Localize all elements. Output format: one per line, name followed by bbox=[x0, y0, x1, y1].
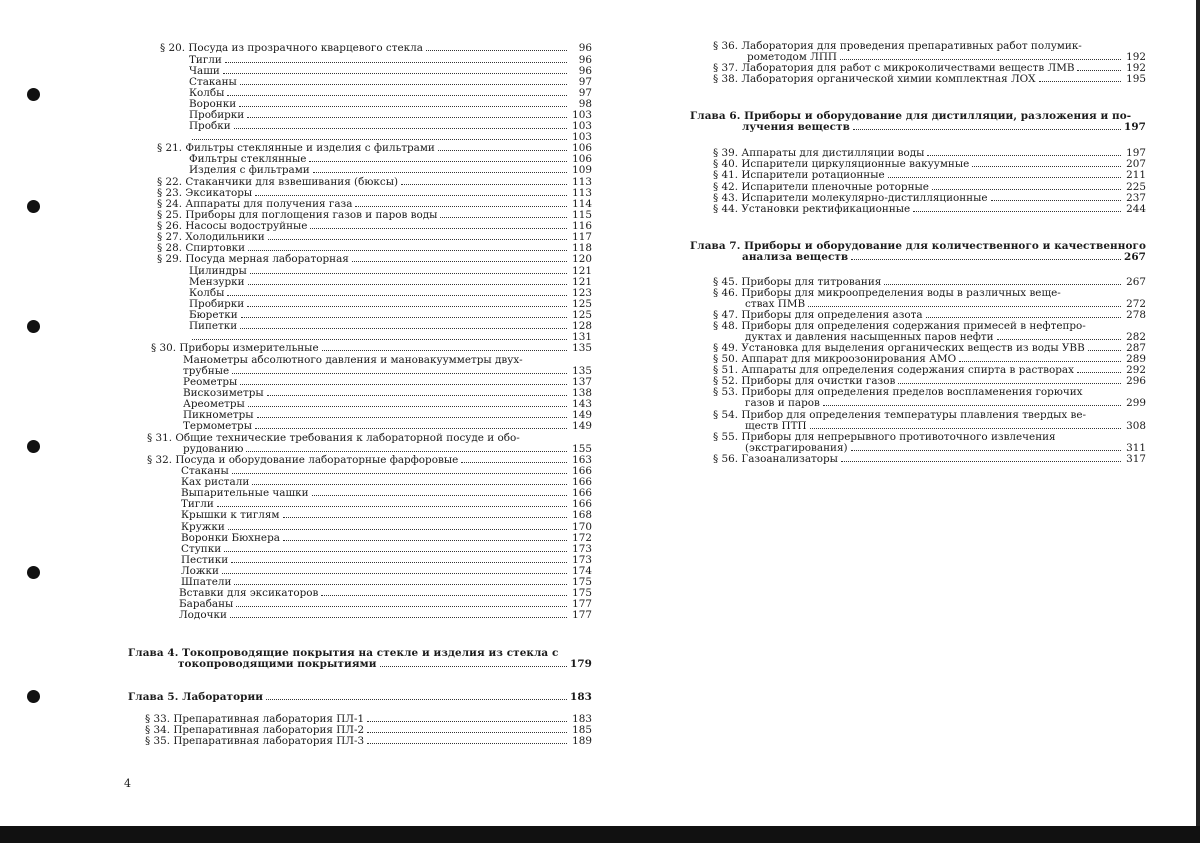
dot-leader bbox=[380, 666, 567, 667]
toc-entry-title: § 21. Фильтры стеклянные и изделия с фильтрами bbox=[157, 142, 435, 154]
dot-leader bbox=[841, 461, 1121, 462]
toc-entry-title: анализа веществ bbox=[742, 251, 849, 263]
toc-entry-title: Чаши bbox=[189, 65, 220, 77]
toc-entry-page: 125 bbox=[572, 309, 592, 321]
toc-entry-title: Кружки bbox=[181, 521, 225, 533]
dot-leader bbox=[248, 250, 567, 251]
toc-entry-title: § 50. Аппарат для микроозонирования АМО bbox=[713, 353, 957, 365]
toc-entry bbox=[179, 609, 592, 621]
toc-entry-page: 175 bbox=[572, 576, 592, 588]
dot-leader bbox=[1039, 81, 1121, 82]
toc-entry-title: Пробирки bbox=[189, 109, 245, 121]
toc-entry-title: § 48. Приборы для определения содержания примесей в нефтепро- bbox=[713, 320, 1086, 332]
toc-entry-page: 174 bbox=[572, 565, 592, 577]
toc-entry-title: § 33. Препаративная лаборатория ПЛ-1 bbox=[145, 713, 365, 725]
toc-entry-title: § 52. Приборы для очистки газов bbox=[713, 375, 896, 387]
toc-entry-page: 138 bbox=[572, 387, 592, 399]
toc-entry-page: 183 bbox=[570, 691, 592, 703]
toc-entry-title: ствах ПМВ bbox=[745, 298, 806, 310]
toc-entry-title: § 46. Приборы для микроопределения воды в различных веще- bbox=[713, 287, 1061, 299]
toc-entry bbox=[178, 658, 592, 670]
toc-entry-title: § 27. Холодильники bbox=[157, 231, 265, 243]
toc-entry-title: § 35. Препаративная лаборатория ПЛ-3 bbox=[145, 735, 365, 747]
dot-leader bbox=[228, 529, 567, 530]
toc-entry-title: Шпатели bbox=[181, 576, 232, 588]
toc-entry-page: 103 bbox=[572, 109, 592, 121]
toc-entry bbox=[183, 420, 592, 432]
toc-entry-page: 155 bbox=[572, 443, 592, 455]
dot-leader bbox=[972, 166, 1121, 167]
dot-leader bbox=[840, 59, 1121, 60]
dot-leader bbox=[224, 551, 567, 552]
toc-entry-page: 166 bbox=[572, 487, 592, 499]
dot-leader bbox=[217, 506, 567, 507]
toc-entry-title: § 34. Препаративная лаборатория ПЛ-2 bbox=[145, 724, 365, 736]
toc-entry-title: Пикнометры bbox=[183, 409, 254, 421]
toc-entry-title: (экстрагирования) bbox=[745, 442, 848, 454]
toc-entry-title: Цилиндры bbox=[189, 265, 247, 277]
dot-leader bbox=[1088, 350, 1121, 351]
toc-entry-page: 166 bbox=[572, 465, 592, 477]
toc-entry-page: 96 bbox=[578, 65, 592, 77]
toc-entry-page: 98 bbox=[578, 98, 592, 110]
toc-entry-page: 96 bbox=[578, 42, 592, 54]
scan-edge bbox=[1196, 0, 1200, 826]
toc-entry-title: Ареометры bbox=[183, 398, 245, 410]
toc-entry-page: 237 bbox=[1126, 192, 1146, 204]
dot-leader bbox=[355, 206, 567, 207]
toc-entry-title: рометодом ЛПП bbox=[747, 51, 837, 63]
toc-entry-page: 135 bbox=[572, 365, 592, 377]
dot-leader bbox=[234, 584, 567, 585]
dot-leader bbox=[283, 540, 567, 541]
dot-leader bbox=[367, 732, 567, 733]
toc-entry-title: § 53. Приборы для определения пределов воспламенения горючих bbox=[713, 386, 1083, 398]
toc-entry-page: 128 bbox=[572, 320, 592, 332]
dot-leader bbox=[352, 261, 567, 262]
dot-leader bbox=[1077, 372, 1121, 373]
toc-entry-title: § 26. Насосы водоструйные bbox=[157, 220, 308, 232]
toc-entry-title: § 25. Приборы для поглощения газов и паров воды bbox=[157, 209, 438, 221]
toc-entry-title: Ках ристали bbox=[181, 476, 250, 488]
dot-leader bbox=[267, 395, 567, 396]
toc-entry-page: 173 bbox=[572, 543, 592, 555]
toc-entry-title: § 37. Лаборатория для работ с микроколичествами веществ ЛМВ bbox=[713, 62, 1075, 74]
dot-leader bbox=[240, 328, 567, 329]
toc-entry-page: 311 bbox=[1126, 442, 1146, 454]
dot-leader bbox=[808, 306, 1121, 307]
scan-border bbox=[0, 826, 1200, 843]
toc-entry-title: токопроводящими покрытиями bbox=[178, 658, 377, 670]
toc-entry-page: 282 bbox=[1126, 331, 1146, 343]
toc-entry-title: Манометры абсолютного давления и мановакуумметры двух- bbox=[183, 354, 523, 366]
toc-entry-page: 244 bbox=[1126, 203, 1146, 215]
toc-entry-page: 175 bbox=[572, 587, 592, 599]
toc-entry-page: 292 bbox=[1126, 364, 1146, 376]
toc-entry bbox=[713, 169, 1146, 181]
dot-leader bbox=[192, 139, 567, 140]
dot-leader bbox=[231, 562, 567, 563]
toc-entry-page: 267 bbox=[1126, 276, 1146, 288]
dot-leader bbox=[255, 428, 567, 429]
toc-entry-page: 267 bbox=[1124, 251, 1146, 263]
dot-leader bbox=[823, 405, 1121, 406]
toc-entry-title: § 43. Испарители молекулярно-дистилляционные bbox=[713, 192, 988, 204]
dot-leader bbox=[240, 84, 567, 85]
toc-entry bbox=[145, 735, 592, 747]
toc-entry-title: § 39. Аппараты для дистилляции воды bbox=[713, 147, 925, 159]
toc-entry-title: § 36. Лаборатория для проведения препаративных работ полумик- bbox=[713, 40, 1082, 52]
toc-entry-page: 149 bbox=[572, 409, 592, 421]
dot-leader bbox=[241, 317, 567, 318]
toc-entry-page: 113 bbox=[572, 187, 592, 199]
dot-leader bbox=[230, 617, 567, 618]
dot-leader bbox=[853, 129, 1121, 130]
toc-entry-title: § 29. Посуда мерная лабораторная bbox=[157, 253, 349, 265]
toc-entry-title: Термометры bbox=[183, 420, 252, 432]
toc-entry-title: Выпарительные чашки bbox=[181, 487, 309, 499]
toc-entry-page: 192 bbox=[1126, 51, 1146, 63]
binder-hole bbox=[27, 690, 40, 703]
dot-leader bbox=[932, 189, 1121, 190]
toc-entry-page: 114 bbox=[572, 198, 592, 210]
toc-entry-title: § 23. Эксикаторы bbox=[157, 187, 253, 199]
toc-entry-page: 121 bbox=[572, 276, 592, 288]
toc-entry-page: 137 bbox=[572, 376, 592, 388]
toc-entry-page: 143 bbox=[572, 398, 592, 410]
binder-hole bbox=[27, 200, 40, 213]
toc-entry-page: 177 bbox=[572, 609, 592, 621]
dot-leader bbox=[321, 595, 567, 596]
toc-entry-page: 113 bbox=[572, 176, 592, 188]
dot-leader bbox=[223, 73, 567, 74]
toc-entry-title: Колбы bbox=[189, 87, 225, 99]
dot-leader bbox=[851, 259, 1121, 260]
toc-entry-title: Реометры bbox=[183, 376, 238, 388]
toc-entry-page: 121 bbox=[572, 265, 592, 277]
toc-entry-title: Глава 6. Приборы и оборудование для дистилляции, разложения и по- bbox=[690, 110, 1132, 122]
toc-entry-page: 278 bbox=[1126, 309, 1146, 321]
dot-leader bbox=[250, 273, 567, 274]
toc-entry-title: Пипетки bbox=[189, 320, 238, 332]
toc-entry-title: Бюретки bbox=[189, 309, 238, 321]
toc-entry-title: § 49. Установка для выделения органических веществ из воды УВВ bbox=[713, 342, 1085, 354]
toc-entry-title: дуктах и давления насыщенных паров нефти bbox=[745, 331, 994, 343]
dot-leader bbox=[810, 428, 1121, 429]
dot-leader bbox=[232, 473, 567, 474]
toc-entry-title: Фильтры стеклянные bbox=[189, 153, 307, 165]
dot-leader bbox=[283, 517, 568, 518]
dot-leader bbox=[239, 106, 567, 107]
toc-entry-page: 103 bbox=[572, 120, 592, 132]
dot-leader bbox=[247, 117, 567, 118]
toc-entry-page: 296 bbox=[1126, 375, 1146, 387]
toc-entry-title: Пробирки bbox=[189, 298, 245, 310]
toc-entry-page: 172 bbox=[572, 532, 592, 544]
dot-leader bbox=[247, 306, 567, 307]
toc-entry-page: 116 bbox=[572, 220, 592, 232]
toc-entry-page: 185 bbox=[572, 724, 592, 736]
toc-entry bbox=[742, 251, 1146, 263]
dot-leader bbox=[991, 200, 1121, 201]
toc-entry-title: Крышки к тиглям bbox=[181, 509, 280, 521]
toc-entry bbox=[713, 203, 1146, 215]
dot-leader bbox=[222, 573, 567, 574]
toc-entry-title: Воронки bbox=[189, 98, 237, 110]
dot-leader bbox=[926, 317, 1121, 318]
dot-leader bbox=[192, 339, 567, 340]
dot-leader bbox=[310, 228, 567, 229]
toc-entry-page: 287 bbox=[1126, 342, 1146, 354]
toc-entry-page: 117 bbox=[572, 231, 592, 243]
toc-entry-page: 177 bbox=[572, 598, 592, 610]
toc-entry-page: 123 bbox=[572, 287, 592, 299]
toc-entry bbox=[181, 509, 592, 521]
toc-entry-title: Изделия с фильтрами bbox=[189, 164, 310, 176]
toc-entry-page: 195 bbox=[1126, 73, 1146, 85]
toc-entry-page: 289 bbox=[1126, 353, 1146, 365]
toc-entry-page: 225 bbox=[1126, 181, 1146, 193]
binder-hole bbox=[27, 320, 40, 333]
toc-entry-title: § 54. Прибор для определения температуры плавления твердых ве- bbox=[713, 409, 1087, 421]
toc-entry-title: § 55. Приборы для непрерывного противоточного извлечения bbox=[713, 431, 1056, 443]
toc-entry-title: Лодочки bbox=[179, 609, 227, 621]
toc-entry-page: 170 bbox=[572, 521, 592, 533]
binder-hole bbox=[27, 440, 40, 453]
toc-entry-page: 97 bbox=[578, 76, 592, 88]
dot-leader bbox=[236, 606, 567, 607]
dot-leader bbox=[888, 177, 1121, 178]
toc-entry-page: 118 bbox=[572, 242, 592, 254]
toc-entry-title: § 51. Аппараты для определения содержания спирта в растворах bbox=[713, 364, 1074, 376]
toc-entry-page: 192 bbox=[1126, 62, 1146, 74]
toc-entry bbox=[742, 121, 1146, 133]
toc-entry-page: 317 bbox=[1126, 453, 1146, 465]
toc-entry-page: 106 bbox=[572, 153, 592, 165]
toc-entry-title: Колбы bbox=[189, 287, 225, 299]
toc-entry-title: Вискозиметры bbox=[183, 387, 264, 399]
toc-entry-page: 197 bbox=[1126, 147, 1146, 159]
toc-entry-title: ществ ПТП bbox=[745, 420, 807, 432]
toc-entry bbox=[157, 253, 592, 265]
dot-leader bbox=[252, 484, 567, 485]
dot-leader bbox=[234, 128, 567, 129]
toc-entry-title: § 56. Газоанализаторы bbox=[713, 453, 838, 465]
toc-entry-page: 308 bbox=[1126, 420, 1146, 432]
toc-entry bbox=[189, 164, 592, 176]
dot-leader bbox=[927, 155, 1121, 156]
dot-leader bbox=[255, 195, 567, 196]
toc-entry-title: § 40. Испарители циркуляционные вакуумные bbox=[713, 158, 970, 170]
toc-entry-title: Глава 4. Токопроводящие покрытия на стекле и изделия из стекла с bbox=[128, 647, 559, 659]
toc-entry-page: 166 bbox=[572, 476, 592, 488]
toc-entry-page: 115 bbox=[572, 209, 592, 221]
toc-entry-page: 96 bbox=[578, 54, 592, 66]
dot-leader bbox=[322, 350, 567, 351]
toc-entry-page: 120 bbox=[572, 253, 592, 265]
dot-leader bbox=[313, 172, 567, 173]
binder-hole bbox=[27, 566, 40, 579]
toc-entry-title: Мензурки bbox=[189, 276, 245, 288]
toc-entry-title: § 47. Приборы для определения азота bbox=[713, 309, 923, 321]
toc-entry-page: 189 bbox=[572, 735, 592, 747]
toc-entry-title: § 32. Посуда и оборудование лабораторные фарфоровые bbox=[147, 454, 459, 466]
dot-leader bbox=[426, 50, 567, 51]
toc-entry-page: 168 bbox=[572, 509, 592, 521]
dot-leader bbox=[367, 721, 567, 722]
toc-entry bbox=[745, 397, 1146, 409]
toc-entry-page: 135 bbox=[572, 342, 592, 354]
toc-entry-page: 183 bbox=[572, 713, 592, 725]
dot-leader bbox=[227, 295, 567, 296]
dot-leader bbox=[268, 239, 567, 240]
dot-leader bbox=[461, 462, 567, 463]
dot-leader bbox=[913, 211, 1121, 212]
toc-entry-page: 125 bbox=[572, 298, 592, 310]
toc-entry-title: Вставки для эксикаторов bbox=[179, 587, 319, 599]
toc-entry-title: Глава 5. Лаборатории bbox=[128, 691, 264, 703]
dot-leader bbox=[227, 95, 567, 96]
toc-entry-title: Барабаны bbox=[179, 598, 234, 610]
toc-entry-title: § 31. Общие технические требования к лабораторной посуде и обо- bbox=[147, 432, 520, 444]
dot-leader bbox=[997, 339, 1121, 340]
toc-entry-title: Тигли bbox=[189, 54, 222, 66]
toc-entry-page: 197 bbox=[1124, 121, 1146, 133]
toc-entry-title: § 41. Испарители ротационные bbox=[713, 169, 885, 181]
toc-entry-page: 103 bbox=[572, 131, 592, 143]
dot-leader bbox=[898, 383, 1121, 384]
dot-leader bbox=[851, 450, 1121, 451]
toc-entry bbox=[713, 453, 1146, 465]
toc-entry-title: лучения веществ bbox=[742, 121, 850, 133]
toc-entry-title: § 28. Спиртовки bbox=[157, 242, 246, 254]
toc-entry-page: 106 bbox=[572, 142, 592, 154]
dot-leader bbox=[401, 184, 567, 185]
toc-entry-page: 166 bbox=[572, 498, 592, 510]
dot-leader bbox=[246, 451, 567, 452]
dot-leader bbox=[225, 62, 567, 63]
toc-entry-title: § 30. Приборы измерительные bbox=[151, 342, 319, 354]
toc-entry-title: Воронки Бюхнера bbox=[181, 532, 280, 544]
toc-entry-page: 163 bbox=[572, 454, 592, 466]
dot-leader bbox=[257, 417, 567, 418]
toc-entry-title: Пестики bbox=[181, 554, 229, 566]
toc-entry-title: § 24. Аппараты для получения газа bbox=[157, 198, 353, 210]
toc-entry-title: § 42. Испарители пленочные роторные bbox=[713, 181, 929, 193]
page-number: 4 bbox=[124, 777, 131, 790]
toc-entry-page: 97 bbox=[578, 87, 592, 99]
toc-entry-title: Глава 7. Приборы и оборудование для количественного и качественного bbox=[690, 240, 1146, 252]
toc-entry-title: § 45. Приборы для титрования bbox=[713, 276, 882, 288]
toc-entry-page: 179 bbox=[570, 658, 592, 670]
toc-entry-title: Стаканы bbox=[189, 76, 237, 88]
toc-entry-title: § 38. Лаборатория органической химии комплектная ЛОХ bbox=[713, 73, 1036, 85]
dot-leader bbox=[248, 284, 567, 285]
toc-entry-page: 299 bbox=[1126, 397, 1146, 409]
dot-leader bbox=[240, 384, 567, 385]
toc-entry-page: 109 bbox=[572, 164, 592, 176]
dot-leader bbox=[440, 217, 567, 218]
toc-entry-title: § 22. Стаканчики для взвешивания (бюксы) bbox=[157, 176, 399, 188]
toc-entry bbox=[160, 42, 592, 54]
toc-entry-page: 272 bbox=[1126, 298, 1146, 310]
toc-entry-title: § 44. Установки ректификационные bbox=[713, 203, 911, 215]
dot-leader bbox=[884, 284, 1121, 285]
toc-entry-title: § 20. Посуда из прозрачного кварцевого стекла bbox=[160, 42, 423, 54]
dot-leader bbox=[367, 743, 567, 744]
toc-entry bbox=[151, 342, 592, 354]
binder-hole bbox=[27, 88, 40, 101]
dot-leader bbox=[312, 495, 567, 496]
dot-leader bbox=[309, 161, 567, 162]
toc-entry-page: 149 bbox=[572, 420, 592, 432]
toc-entry-title: рудованию bbox=[183, 443, 244, 455]
toc-entry-page: 207 bbox=[1126, 158, 1146, 170]
toc-entry-page: 131 bbox=[572, 331, 592, 343]
toc-entry-title: Пробки bbox=[189, 120, 231, 132]
toc-entry-title: газов и паров bbox=[745, 397, 820, 409]
toc-entry-page: 211 bbox=[1126, 169, 1146, 181]
dot-leader bbox=[959, 361, 1121, 362]
toc-entry-title: трубные bbox=[183, 365, 230, 377]
dot-leader bbox=[232, 373, 567, 374]
toc-entry bbox=[128, 691, 592, 703]
dot-leader bbox=[1077, 70, 1121, 71]
dot-leader bbox=[438, 150, 567, 151]
dot-leader bbox=[248, 406, 567, 407]
toc-entry-title: Стаканы bbox=[181, 465, 229, 477]
toc-entry-page: 173 bbox=[572, 554, 592, 566]
toc-entry-title: Ступки bbox=[181, 543, 222, 555]
toc-entry-title: Тигли bbox=[181, 498, 214, 510]
toc-entry bbox=[713, 73, 1146, 85]
dot-leader bbox=[266, 699, 567, 700]
toc-entry-title: Ложки bbox=[181, 565, 219, 577]
